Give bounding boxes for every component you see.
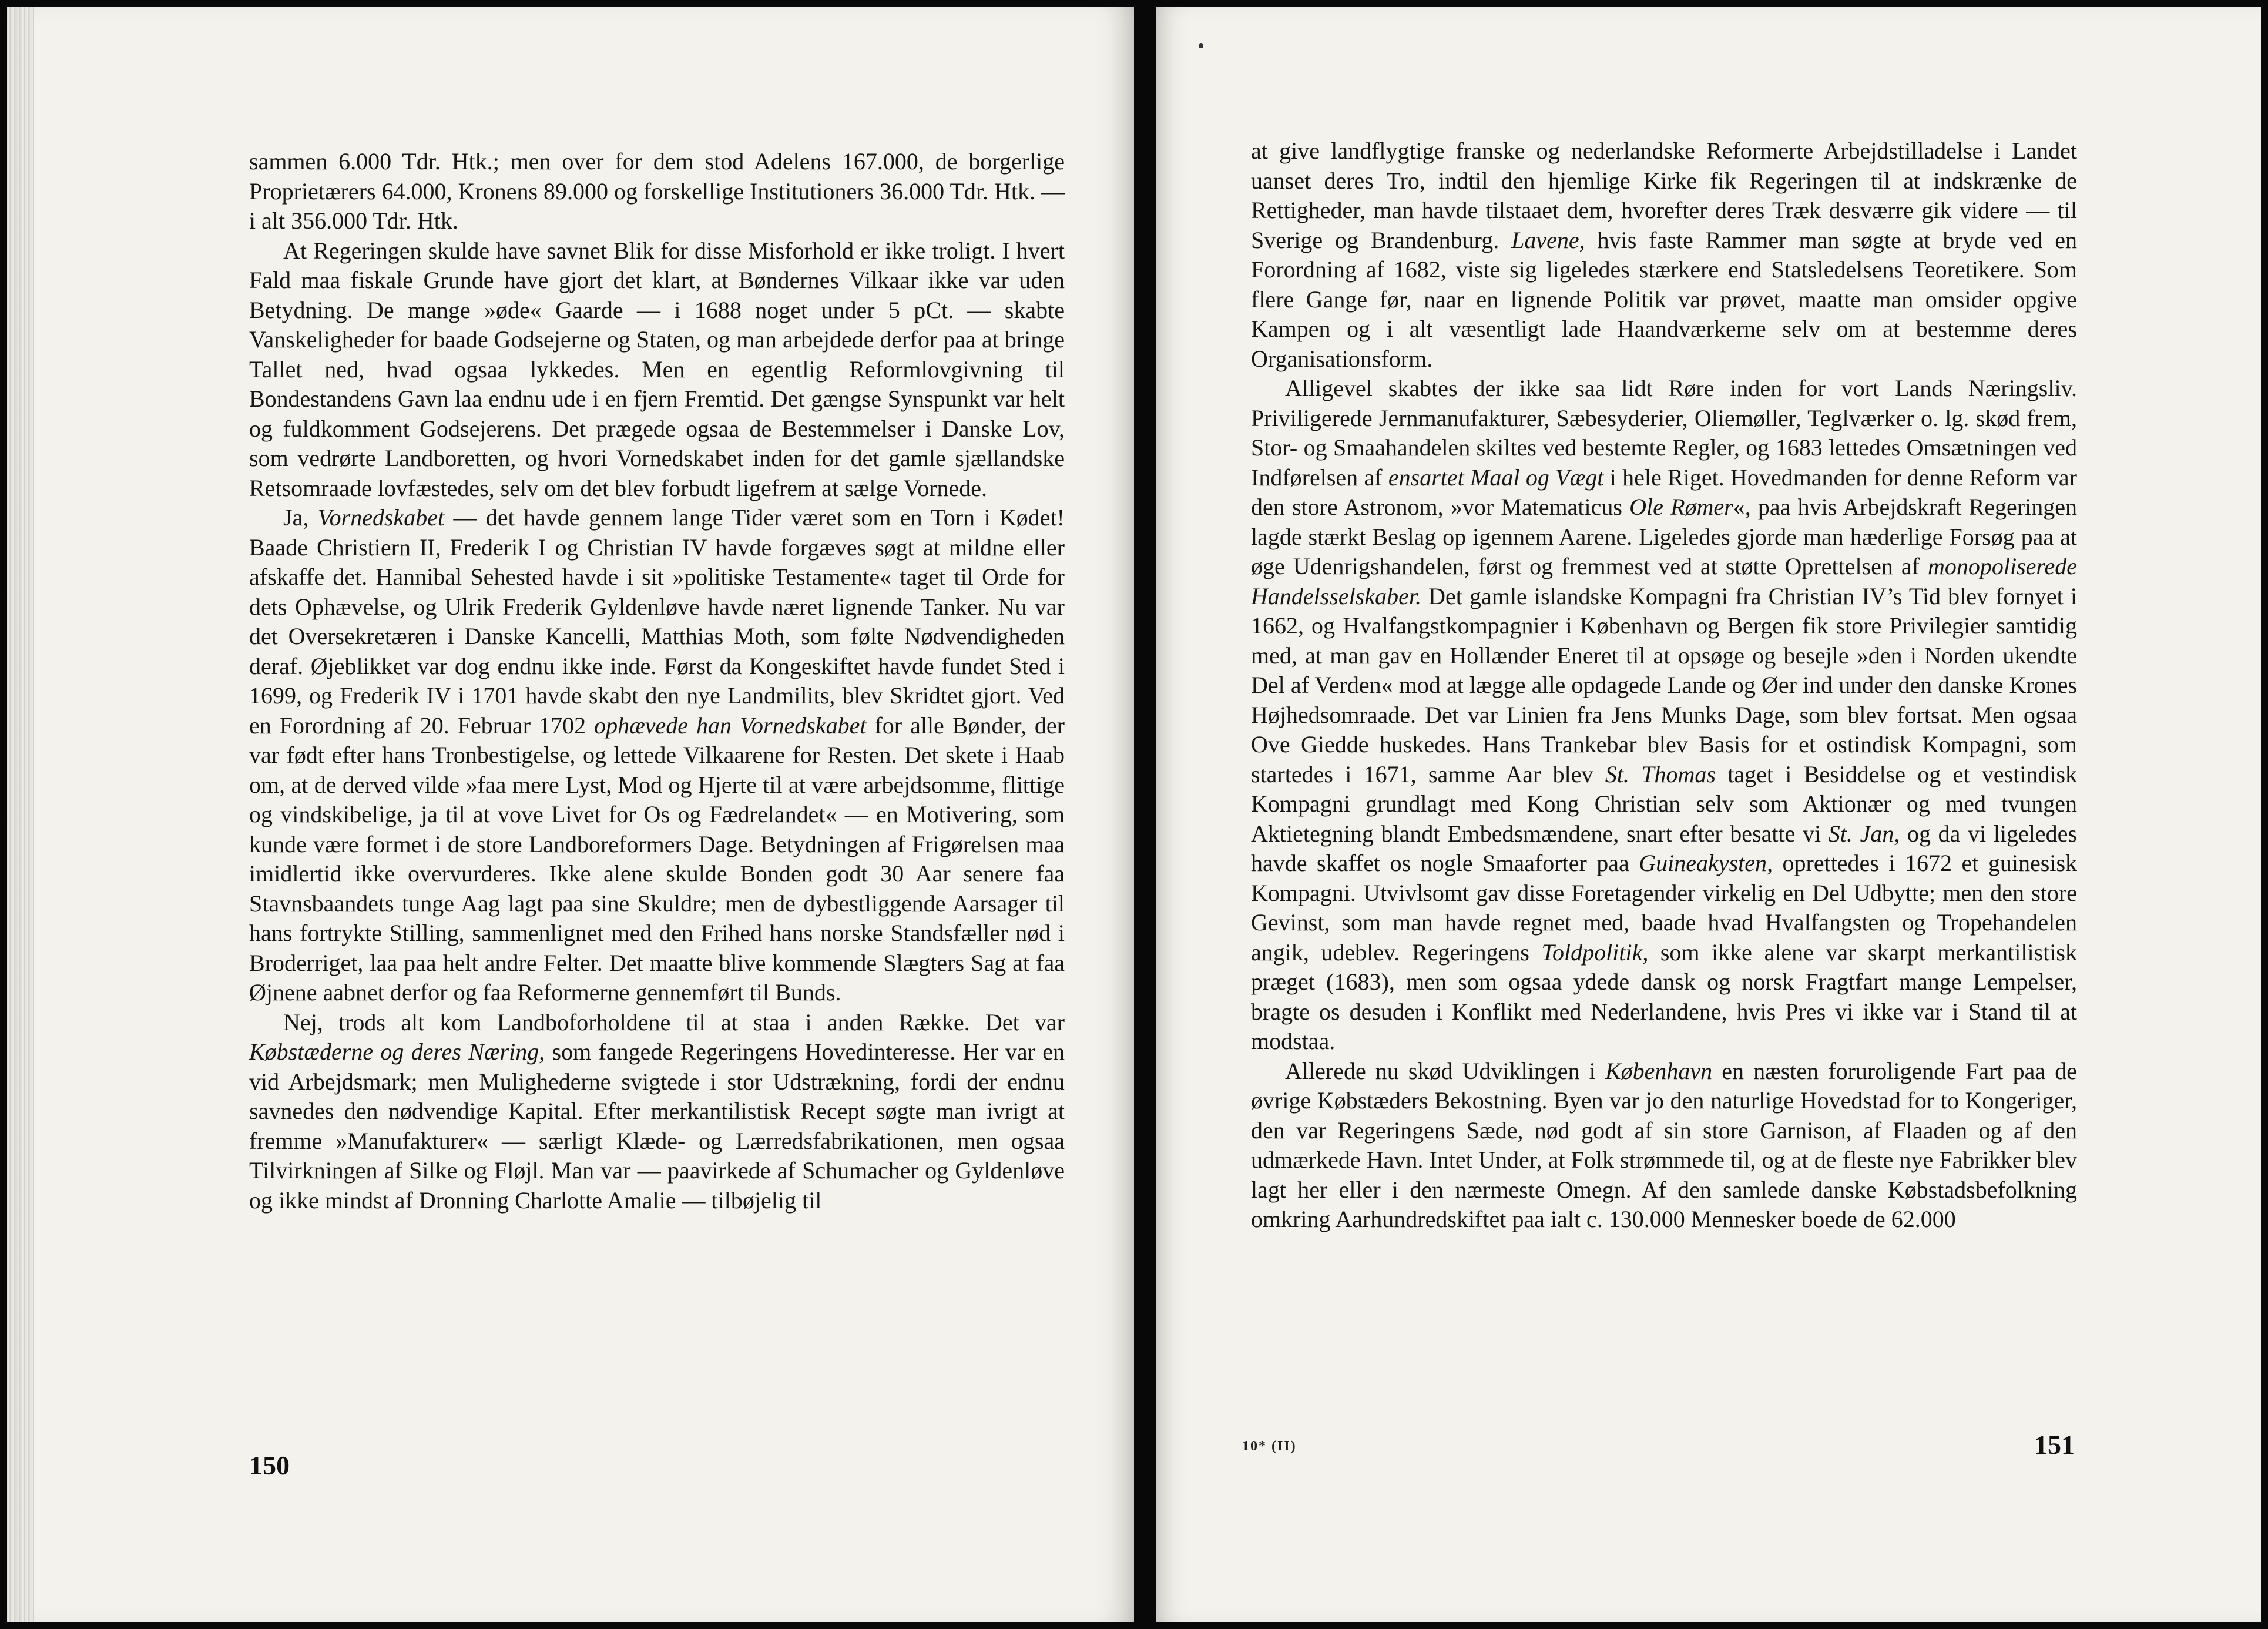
paragraph: Ja, Vornedskabet — det havde gennem lange Tider været som en Torn i Kødet! Baade Christiern II, Frederik I og Christian IV havde forgæves søgt at mildne eller afskaffe det. Hannibal Sehested havde i sit »politiske Testamente« taget til Orde for dets Ophævelse, og Ulrik Frederik Gyldenløve havde næret lignende Tanker. Nu var det Oversekretæren i Danske Kancelli, Matthias Moth, som følte Nødvendigheden deraf. Øjeblikket var dog endnu ikke inde. Først da Kongeskiftet havde fundet Sted i 1699, og Frederik IV i 1701 havde skabt den nye Landmilits, blev Skridtet gjort. Ved en Forordning af 20. Februar 1702 ophævede han Vornedskabet for alle Bønder, der var født efter hans Tronbestigelse, og lettede Vilkaarene for Resten. Det skete i Haab om, at de derved vilde »faa mere Lyst, Mod og Hjerte til at være arbejdsomme, flittige og vindskibelige, ja til at vove Livet for Os og Fædrelandet« — en Motivering, som kunde være formet i de store Landboreformers Dage. Betydningen af Frigørelsen maa imidlertid ikke overvurderes. Ikke alene skulde Bonden godt 30 Aar senere faa Stavnsbaandets tunge Aag lagt paa sine Skuldre; men de dybestliggende Aarsager til hans fortrykte Stilling, sammenlignet med den Frihed hans norske Standsfæller nød i Broderriget, laa paa helt andre Felter. Det maatte blive kommende Slægters Sag at faa Øjnene aabnet derfor og faa Reformerne gennemført til Bunds. xyxy=(249,504,1065,1005)
right-text-block xyxy=(1251,136,2077,1235)
right-page xyxy=(1156,7,2261,1622)
paragraph: Allerede nu skød Udviklingen i København en næsten foruroligende Fart paa de øvrige Købstæders Bekostning. Byen var jo den naturlige Hovedstad for to Kongeriger, den var Regeringens Sæde, nød godt af sin store Garnison, af Flaaden og af den udmærkede Havn. Intet Under, at Folk strømmede til, og at de fleste nye Fabrikker blev lagt her eller i den nærmeste Omegn. Af den samlede danske Købstadsbefolkning omkring Aarhundredskiftet paa ialt c. 130.000 Mennesker boede de 62.000 xyxy=(1251,1057,2077,1232)
paragraph: Nej, trods alt kom Landboforholdene til at staa i anden Række. Det var Købstæderne og deres Næring, som fangede Regeringens Hovedinteresse. Her var en vid Arbejdsmark; men Mulighederne svigtede i stor Udstrækning, fordi der endnu savnedes den nødvendige Kapital. Efter merkantilistisk Recept søgte man ivrigt at fremme »Manufakturer« — særligt Klæde- og Lærredsfabrikationen, men ogsaa Tilvirkningen af Silke og Fløjl. Man var — paavirkede af Schumacher og Gyldenløve og ikke mindst af Dronning Charlotte Amalie — tilbøjelig til xyxy=(249,1008,1065,1214)
paragraph: sammen 6.000 Tdr. Htk.; men over for dem stod Adelens 167.000, de borgerlige Proprietærers 64.000, Kronens 89.000 og forskellige Institutioners 36.000 Tdr. Htk. — i alt 356.000 Tdr. Htk. xyxy=(249,148,1065,234)
left-text-block xyxy=(249,147,1065,1215)
dust-speck xyxy=(1199,43,1203,48)
paragraph: at give landflygtige franske og nederlandske Reformerte Arbejdstilladelse i Landet uanset deres Tro, indtil den hjemlige Kirke fik Regeringen til at indskrænke de Rettigheder, man havde tilstaaet dem, hvorefter deres Træk desværre gik videre — til Sverige og Brandenburg. Lavene, hvis faste Rammer man søgte at bryde ved en Forordning af 1682, viste sig ligeledes stærkere end Statsledelsens Teoretikere. Som flere Gange før, naar en lignende Politik var prøvet, maatte man omsider opgive Kampen og i alt væsentligt lade Haandværkerne selv om at bestemme deres Organisationsform. xyxy=(1251,138,2077,372)
page-number-right: 151 xyxy=(2034,1430,2075,1460)
page-edge-stack xyxy=(7,7,34,1622)
paragraph: At Regeringen skulde have savnet Blik for disse Misforhold er ikke troligt. I hvert Fald maa fiskale Grunde have gjort det klart, at Bøndernes Vilkaar ikke var uden Betydning. De mange »øde« Gaarde — i 1688 noget under 5 pCt. — skabte Vanskeligheder for baade Godsejerne og Staten, og man arbejdede derfor paa at bringe Tallet ned, hvad ogsaa lykkedes. Men en egentlig Reformlovgivning til Bondestandens Gavn laa endnu ude i en fjern Fremtid. Det gængse Synspunkt var helt og fuldkomment Godsejerens. Det prægede ogsaa de Bestemmelser i Danske Lov, som vedrørte Landboretten, og hvori Vornedskabet inden for det gamle sjællandske Retsomraade lovfæstedes, selv om det blev forbudt ligefrem at sælge Vornede. xyxy=(249,237,1065,501)
paragraph: Alligevel skabtes der ikke saa lidt Røre inden for vort Lands Næringsliv. Priviligerede Jernmanufakturer, Sæbesyderier, Oliemøller, Teglværker o. lg. skød frem, Stor- og Smaahandelen skiltes ved bestemte Regler, og 1683 lettedes Omsætningen ved Indførelsen af ensartet Maal og Vægt i hele Riget. Hovedmanden for denne Reform var den store Astronom, »vor Matematicus Ole Rømer«, paa hvis Arbejdskraft Regeringen lagde stærkt Beslag op igennem Aarene. Ligeledes gjorde man hæderlige Forsøg paa at øge Udenrigshandelen, først og fremmest ved at støtte Oprettelsen af monopoliserede Handelsselskaber. Det gamle islandske Kompagni fra Christian IV’s Tid blev fornyet i 1662, og Hvalfangstkompagnier i København og Bergen fik store Privilegier samtidig med, at man gav en Hollænder Eneret til at opsøge og besejle »den i Norden ukendte Del af Verden« mod at lægge alle opdagede Lande og Øer ind under den danske Krones Højhedsomraade. Det var Linien fra Jens Munks Dage, som blev fortsat. Men ogsaa Ove Giedde huskedes. Hans Trankebar blev Basis for et ostindisk Kompagni, som startedes i 1671, samme Aar blev St. Thomas taget i Besiddelse og et vestindisk Kompagni grundlagt med Kong Christian selv som Aktionær og med tvungen Aktietegning blandt Embedsmændene, snart efter besatte vi St. Jan, og da vi ligeledes havde skaffet os nogle Smaaforter paa Guineakysten, oprettedes i 1672 et guinesisk Kompagni. Utvivlsomt gav disse Foretagender virkelig en Del Udbytte; men den store Gevinst, som man havde regnet med, baade hvad Hvalfangsten og Tropehandelen angik, udeblev. Regeringens Toldpolitik, som ikke alene var skarpt merkantilistisk præget (1683), men som ogsaa ydede dansk og norsk Fragtfart mange Lempelser, bragte os desuden i Konflikt med Nederlandene, hvis Pres vi ikke var i Stand til at modstaa. xyxy=(1251,375,2078,1054)
left-page xyxy=(7,7,1134,1622)
signature-mark: 10* (II) xyxy=(1242,1439,1297,1454)
page-number-left: 150 xyxy=(249,1450,290,1480)
